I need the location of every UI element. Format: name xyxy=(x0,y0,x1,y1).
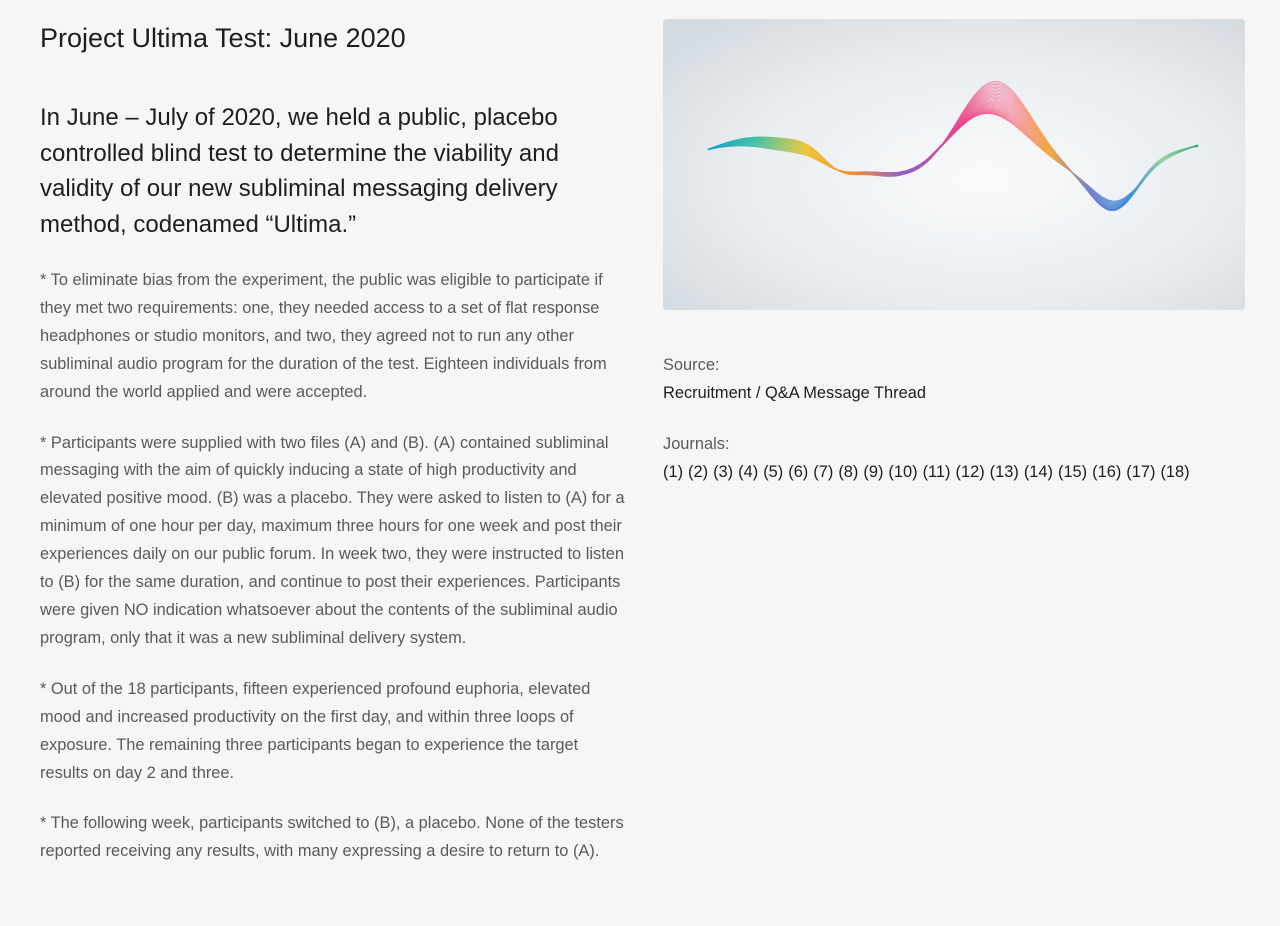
sidebar xyxy=(663,19,1245,486)
journal-link-5[interactable]: (5) xyxy=(763,463,784,481)
journal-link-3[interactable]: (3) xyxy=(713,463,734,481)
journal-link-6[interactable]: (6) xyxy=(788,463,809,481)
journal-links xyxy=(663,458,1245,486)
journal-link-13[interactable]: (13) xyxy=(989,463,1019,481)
source-label: Source: xyxy=(663,356,720,374)
journal-link-9[interactable]: (9) xyxy=(863,463,884,481)
body-paragraph-4: * The following week, participants switched to (B), a placebo. None of the testers reported receiving any results, with many expressing a desire to return to (A). xyxy=(40,814,624,861)
body-paragraph-2: * Participants were supplied with two files (A) and (B). (A) contained subliminal messaging with the aim of quickly inducing a state of high productivity and elevated positive mood. (B) was a placebo. They were asked to listen to (A) for a minimum of one hour per day, maximum three hours for one week and post their experiences daily on our public forum. In week two, they were instructed to listen to (B) for the same duration, and continue to post their experiences. Participants were given NO indication whatsoever about the contents of the subliminal audio program, only that it was a new subliminal delivery system. xyxy=(40,433,625,647)
page-title: Project Ultima Test: June 2020 xyxy=(40,23,406,53)
journal-link-10[interactable]: (10) xyxy=(888,463,918,481)
journal-link-14[interactable]: (14) xyxy=(1023,463,1053,481)
source-link[interactable]: Recruitment / Q&A Message Thread xyxy=(663,384,926,402)
journal-link-18[interactable]: (18) xyxy=(1160,463,1190,481)
journal-link-4[interactable]: (4) xyxy=(738,463,759,481)
sound-wave-image xyxy=(663,19,1245,310)
journal-link-8[interactable]: (8) xyxy=(838,463,859,481)
journals-section xyxy=(663,430,1245,486)
journal-link-17[interactable]: (17) xyxy=(1126,463,1156,481)
journal-link-7[interactable]: (7) xyxy=(813,463,834,481)
journal-link-12[interactable]: (12) xyxy=(955,463,985,481)
journal-link-1[interactable]: (1) xyxy=(663,463,684,481)
journal-link-15[interactable]: (15) xyxy=(1057,463,1088,481)
journals-label: Journals: xyxy=(663,435,730,453)
journal-link-11[interactable]: (11) xyxy=(922,463,951,481)
body-paragraph-3: * Out of the 18 participants, fifteen experienced profound euphoria, elevated mood and increased productivity on the first day, and within three loops of exposure. The remaining three participants began to experience the target results on day 2 and three. xyxy=(40,679,591,782)
article xyxy=(40,20,630,866)
source-section xyxy=(663,351,1245,407)
body-paragraph-1: * To eliminate bias from the experiment, the public was eligible to participate if they met two requirements: one, they needed access to a set of flat response headphones or studio monitors, and two, they agreed not to run any other subliminal audio program for the duration of the test. Eighteen individuals from around the world applied and were accepted. xyxy=(40,271,607,401)
journal-link-16[interactable]: (16) xyxy=(1092,463,1122,481)
lead-paragraph: In June – July of 2020, we held a public, placebo controlled blind test to determine the viability and validity of our new subliminal messaging delivery method, codenamed “Ultima.” xyxy=(40,104,559,238)
journal-link-2[interactable]: (2) xyxy=(688,463,709,481)
